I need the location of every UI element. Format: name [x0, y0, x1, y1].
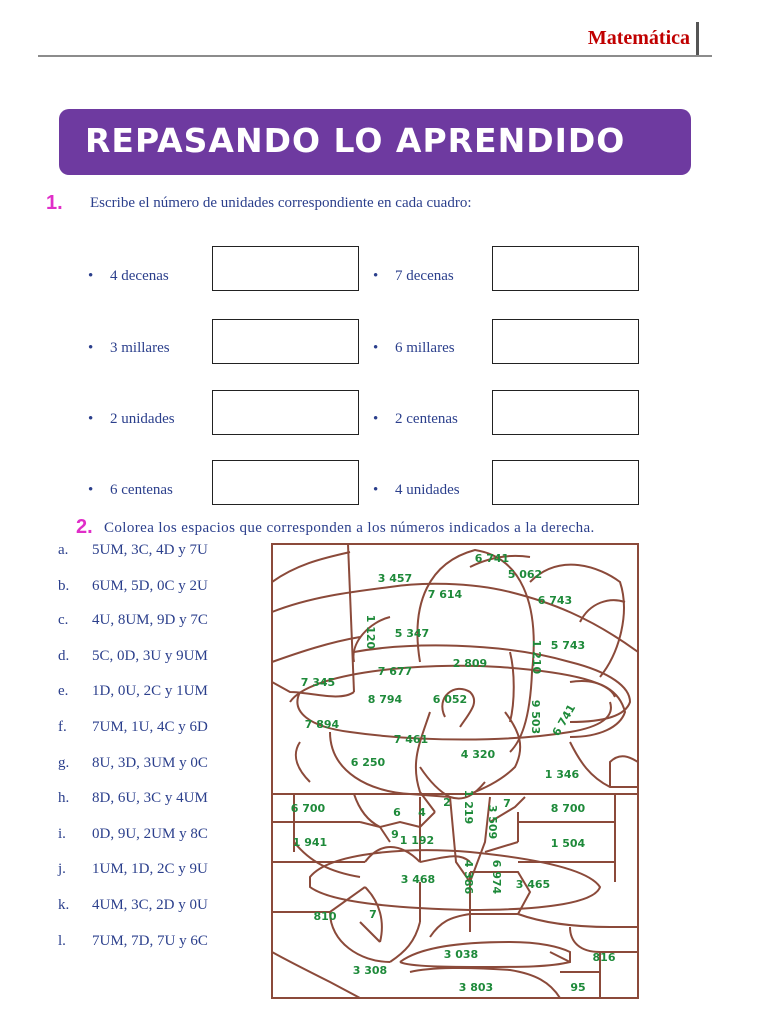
puzzle-number: 1 941: [292, 836, 328, 849]
puzzle-number: 4 320: [460, 748, 496, 761]
list-item: • 6 centenas: [88, 482, 173, 498]
list-item: c. 4U, 8UM, 9D y 7C: [58, 612, 208, 628]
puzzle-number: 7 461: [393, 733, 429, 746]
puzzle-number: 1 192: [399, 834, 435, 847]
puzzle-number: 3 465: [515, 878, 551, 891]
puzzle-number: 6 743: [537, 594, 573, 607]
exercise-1-instruction: Escribe el número de unidades correspondiente en cada cuadro:: [90, 195, 472, 211]
puzzle-number: 5 347: [394, 627, 430, 640]
puzzle-number: 3 803: [458, 981, 494, 994]
answer-box[interactable]: [212, 246, 359, 291]
puzzle-number: 6 052: [432, 693, 468, 706]
exercise-2-number: 2.: [76, 516, 93, 538]
puzzle-number: 7 894: [304, 718, 340, 731]
puzzle-number: 1 219: [462, 789, 475, 825]
list-item: k. 4UM, 3C, 2D y 0U: [58, 897, 208, 913]
puzzle-number: 8 700: [550, 802, 586, 815]
header-rule: [38, 55, 712, 57]
answer-box[interactable]: [492, 246, 639, 291]
puzzle-number: 6 741: [474, 552, 510, 565]
puzzle-number: 7 677: [377, 665, 413, 678]
puzzle-number: 7 614: [427, 588, 463, 601]
puzzle-number: 810: [313, 910, 337, 923]
puzzle-number: 5 743: [550, 639, 586, 652]
puzzle-number: 816: [592, 951, 616, 964]
header-divider-vertical: [696, 22, 699, 56]
puzzle-lines: [272, 544, 638, 998]
puzzle-number: 2: [443, 796, 451, 809]
puzzle-number: 1 504: [550, 837, 586, 850]
puzzle-number: 9 503: [529, 699, 542, 735]
puzzle-number: 3 468: [400, 873, 436, 886]
list-item: • 7 decenas: [373, 268, 454, 284]
list-item: g. 8U, 3D, 3UM y 0C: [58, 755, 208, 771]
list-item: • 6 millares: [373, 340, 455, 356]
puzzle-number: 6: [393, 806, 401, 819]
puzzle-number: 1 210: [530, 639, 543, 675]
coloring-puzzle: [270, 542, 642, 1002]
puzzle-number: 3 308: [352, 964, 388, 977]
subject-title: Matemática: [587, 27, 690, 49]
puzzle-number: 7 345: [300, 676, 336, 689]
list-item: l. 7UM, 7D, 7U y 6C: [58, 933, 208, 949]
list-item: • 4 unidades: [373, 482, 460, 498]
puzzle-number: 1 120: [364, 614, 377, 650]
list-item: j. 1UM, 1D, 2C y 9U: [58, 861, 208, 877]
exercise-2-instruction: Colorea los espacios que corresponden a los números indicados a la derecha.: [104, 520, 595, 536]
list-item: • 3 millares: [88, 340, 170, 356]
answer-box[interactable]: [492, 390, 639, 435]
puzzle-number: 3 038: [443, 948, 479, 961]
puzzle-number: 6 250: [350, 756, 386, 769]
puzzle-number: 9: [391, 828, 399, 841]
section-banner: [59, 109, 691, 175]
puzzle-number: 3 457: [377, 572, 413, 585]
answer-box[interactable]: [212, 319, 359, 364]
puzzle-number: 6 974: [490, 859, 503, 895]
list-item: a. 5UM, 3C, 4D y 7U: [58, 542, 208, 558]
puzzle-number: 4 386: [462, 859, 475, 895]
list-item: d. 5C, 0D, 3U y 9UM: [58, 648, 208, 664]
puzzle-number: 7: [503, 797, 511, 810]
list-item: • 2 centenas: [373, 411, 458, 427]
list-item: i. 0D, 9U, 2UM y 8C: [58, 826, 208, 842]
answer-box[interactable]: [212, 460, 359, 505]
list-item: h. 8D, 6U, 3C y 4UM: [58, 790, 208, 806]
list-item: • 4 decenas: [88, 268, 169, 284]
puzzle-number: 7: [369, 908, 377, 921]
list-item: • 2 unidades: [88, 411, 175, 427]
list-item: e. 1D, 0U, 2C y 1UM: [58, 683, 208, 699]
puzzle-number: 5 062: [507, 568, 543, 581]
puzzle-number: 95: [570, 981, 586, 994]
puzzle-number: 6 700: [290, 802, 326, 815]
puzzle-number: 4: [418, 806, 426, 819]
list-item: f. 7UM, 1U, 4C y 6D: [58, 719, 208, 735]
puzzle-number: 3 509: [486, 804, 499, 840]
answer-box[interactable]: [492, 319, 639, 364]
banner-title: REPASANDO LO APRENDIDO: [85, 121, 626, 160]
puzzle-number: 6 741: [549, 702, 579, 739]
list-item: b. 6UM, 5D, 0C y 2U: [58, 578, 208, 594]
puzzle-number: 2 809: [452, 657, 488, 670]
puzzle-number: 1 346: [544, 768, 580, 781]
answer-box[interactable]: [492, 460, 639, 505]
puzzle-number: 8 794: [367, 693, 403, 706]
exercise-1-number: 1.: [46, 192, 63, 214]
answer-box[interactable]: [212, 390, 359, 435]
